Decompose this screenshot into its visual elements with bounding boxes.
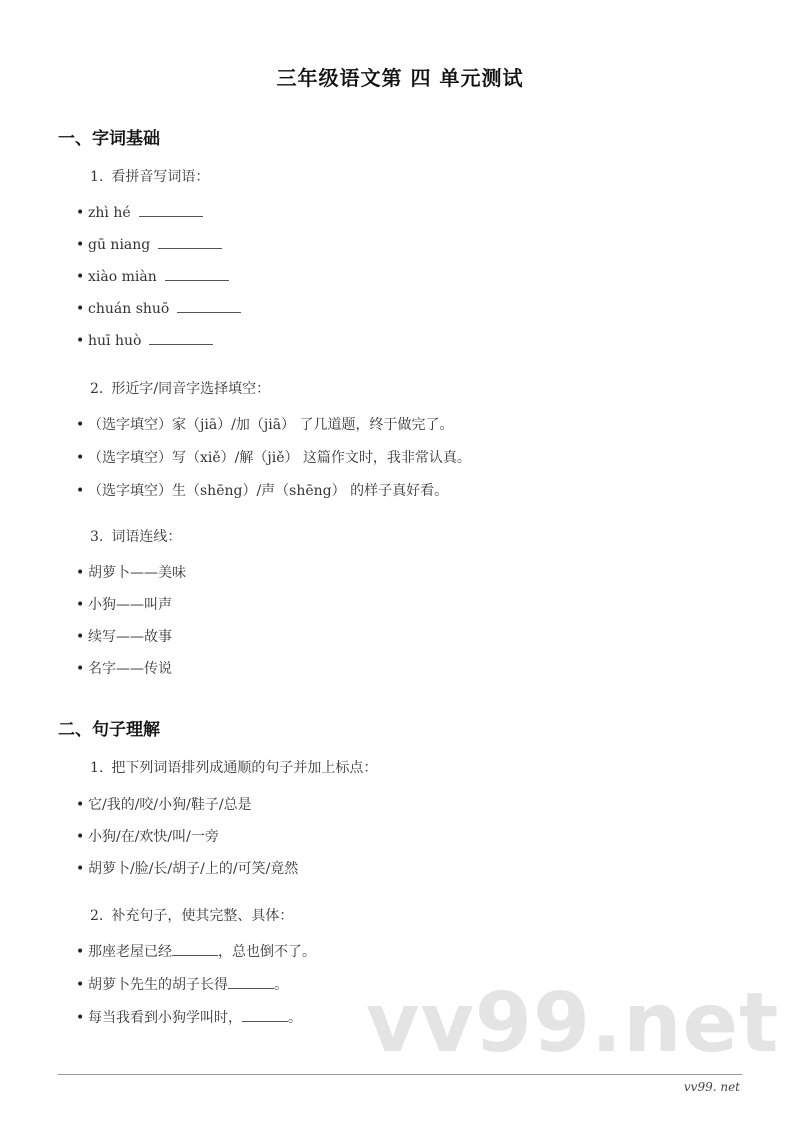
list-item [76,626,172,646]
bullet-icon: • [76,205,85,221]
list-item [76,941,316,961]
subheading-number: 1. [90,169,104,185]
bullet-icon: • [76,417,85,433]
bullet-icon: • [76,450,85,466]
answer-blank[interactable] [149,332,213,345]
subheading-number: 3. [90,529,104,545]
subheading-label: 看拼音写词语： [111,169,210,185]
item-text-after: ，总也倒不了。 [218,944,316,960]
item-text: 小狗——叫声 [88,597,172,613]
item-text-after: 。 [274,977,288,993]
footer-site-label: vv99. net [683,1080,740,1094]
item-text: 名字——传说 [88,661,172,677]
pinyin-text: huī huò [88,333,142,349]
item-text-before: 每当我看到小狗学叫时， [88,1010,242,1026]
bullet-icon: • [76,565,85,581]
bullet-icon: • [76,1010,85,1026]
list-item [76,794,252,814]
list-item [76,974,288,994]
item-text-after: 。 [288,1010,302,1026]
list-item [76,826,219,846]
bullet-icon: • [76,797,85,813]
answer-blank[interactable] [228,976,274,989]
subheading-number: 2. [90,908,104,924]
subheading-1-1 [90,166,209,186]
bullet-icon: • [76,301,85,317]
answer-blank[interactable] [172,943,218,956]
list-item [76,236,222,253]
list-item [76,268,229,285]
item-text: 小狗/在/欢快/叫/一旁 [88,829,219,845]
watermark: vv99.net [366,976,780,1071]
item-text: （选字填空）生（shēng）/声（shēng） 的样子真好看。 [88,483,449,499]
footer-divider [58,1074,742,1075]
list-item [76,480,448,500]
answer-blank[interactable] [242,1009,288,1022]
bullet-icon: • [76,269,85,285]
bullet-icon: • [76,597,85,613]
subheading-1-2 [90,378,270,398]
subheading-label: 把下列词语排列成通顺的句子并加上标点： [111,760,378,776]
pinyin-text: gū niang [88,237,151,253]
subheading-2-2 [90,905,293,925]
answer-blank[interactable] [158,236,222,249]
subheading-1-3 [90,526,181,546]
section-heading-2: 二、句子理解 [58,720,160,740]
bullet-icon: • [76,483,85,499]
item-text: （选字填空）写（xiě）/解（jiě） 这篇作文时，我非常认真。 [88,450,471,466]
pinyin-text: zhì hé [88,205,131,221]
list-item [76,332,213,349]
list-item [76,658,172,678]
subheading-label: 词语连线： [111,529,182,545]
item-text: 胡萝卜——美味 [88,565,186,581]
item-text: 它/我的/咬/小狗/鞋子/总是 [88,797,252,813]
subheading-number: 2. [90,381,104,397]
bullet-icon: • [76,661,85,677]
bullet-icon: • [76,977,85,993]
bullet-icon: • [76,829,85,845]
answer-blank[interactable] [139,204,203,217]
list-item [76,562,186,582]
pinyin-text: chuán shuō [88,301,170,317]
bullet-icon: • [76,333,85,349]
section-heading-1: 一、字词基础 [58,129,160,149]
subheading-label: 补充句子，使其完整、具体： [111,908,294,924]
list-item [76,414,454,434]
list-item [76,594,172,614]
bullet-icon: • [76,629,85,645]
subheading-label: 形近字/同音字选择填空： [111,381,271,397]
item-text-before: 胡萝卜先生的胡子长得 [88,977,228,993]
item-text-before: 那座老屋已经 [88,944,172,960]
list-item [76,204,203,221]
list-item [76,300,241,317]
bullet-icon: • [76,861,85,877]
item-text: （选字填空）家（jiā）/加（jiā） 了几道题，终于做完了。 [88,417,454,433]
pinyin-text: xiào miàn [88,269,157,285]
bullet-icon: • [76,944,85,960]
answer-blank[interactable] [165,268,229,281]
list-item [76,447,471,467]
list-item [76,858,298,878]
list-item [76,1007,302,1027]
subheading-2-1 [90,757,377,777]
subheading-number: 1. [90,760,104,776]
item-text: 续写——故事 [88,629,172,645]
bullet-icon: • [76,237,85,253]
page-title: 三年级语文第 四 单元测试 [276,66,524,90]
item-text: 胡萝卜/脸/长/胡子/上的/可笑/竟然 [88,861,299,877]
answer-blank[interactable] [177,300,241,313]
